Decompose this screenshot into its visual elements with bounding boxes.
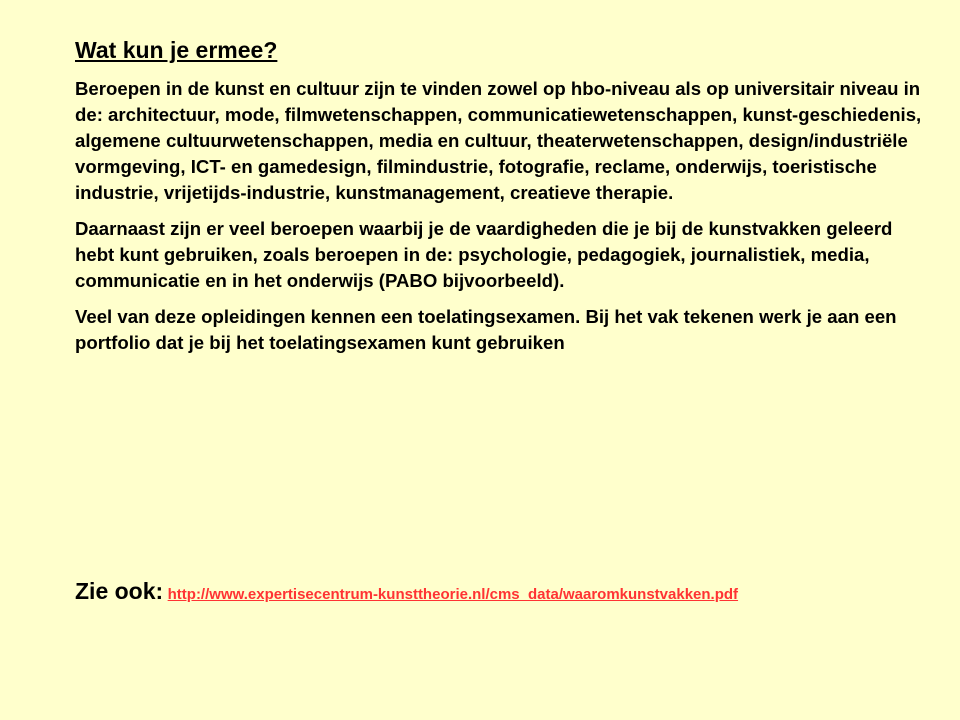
paragraph-skills: Daarnaast zijn er veel beroepen waarbij je de vaardigheden die je bij de kunstvakken geleerd hebt kunt gebruiken, zoals beroepen in de: psychologie, pedagogiek, journalistiek, media, communicatie en in het onderwijs (PABO bijvoorbeeld). bbox=[75, 218, 893, 291]
paragraph-admission: Veel van deze opleidingen kennen een toelatingsexamen. Bij het vak tekenen werk je aan een portfolio dat je bij het toelatingsexamen kunt gebruiken bbox=[75, 306, 897, 353]
slide-content bbox=[75, 34, 925, 366]
slide-title: Wat kun je ermee? bbox=[75, 37, 278, 63]
see-also-link[interactable]: http://www.expertisecentrum-kunsttheorie.nl/cms_data/waaromkunstvakken.pdf bbox=[167, 586, 739, 603]
paragraph-careers: Beroepen in de kunst en cultuur zijn te vinden zowel op hbo-niveau als op universitair niveau in de: architectuur, mode, filmwetenschappen, communicatiewetenschappen, kunst-geschiedenis, algemene cultuurwetenschappen, media en cultuur, theaterwetenschappen, design/industriële vormgeving, ICT- en gamedesign, filmindustrie, fotografie, reclame, onderwijs, toeristische industrie, vrijetijds-industrie, kunstmanagement, creatieve therapie. bbox=[75, 78, 922, 203]
see-also-line bbox=[75, 578, 738, 605]
see-also-label: Zie ook: bbox=[75, 578, 164, 604]
